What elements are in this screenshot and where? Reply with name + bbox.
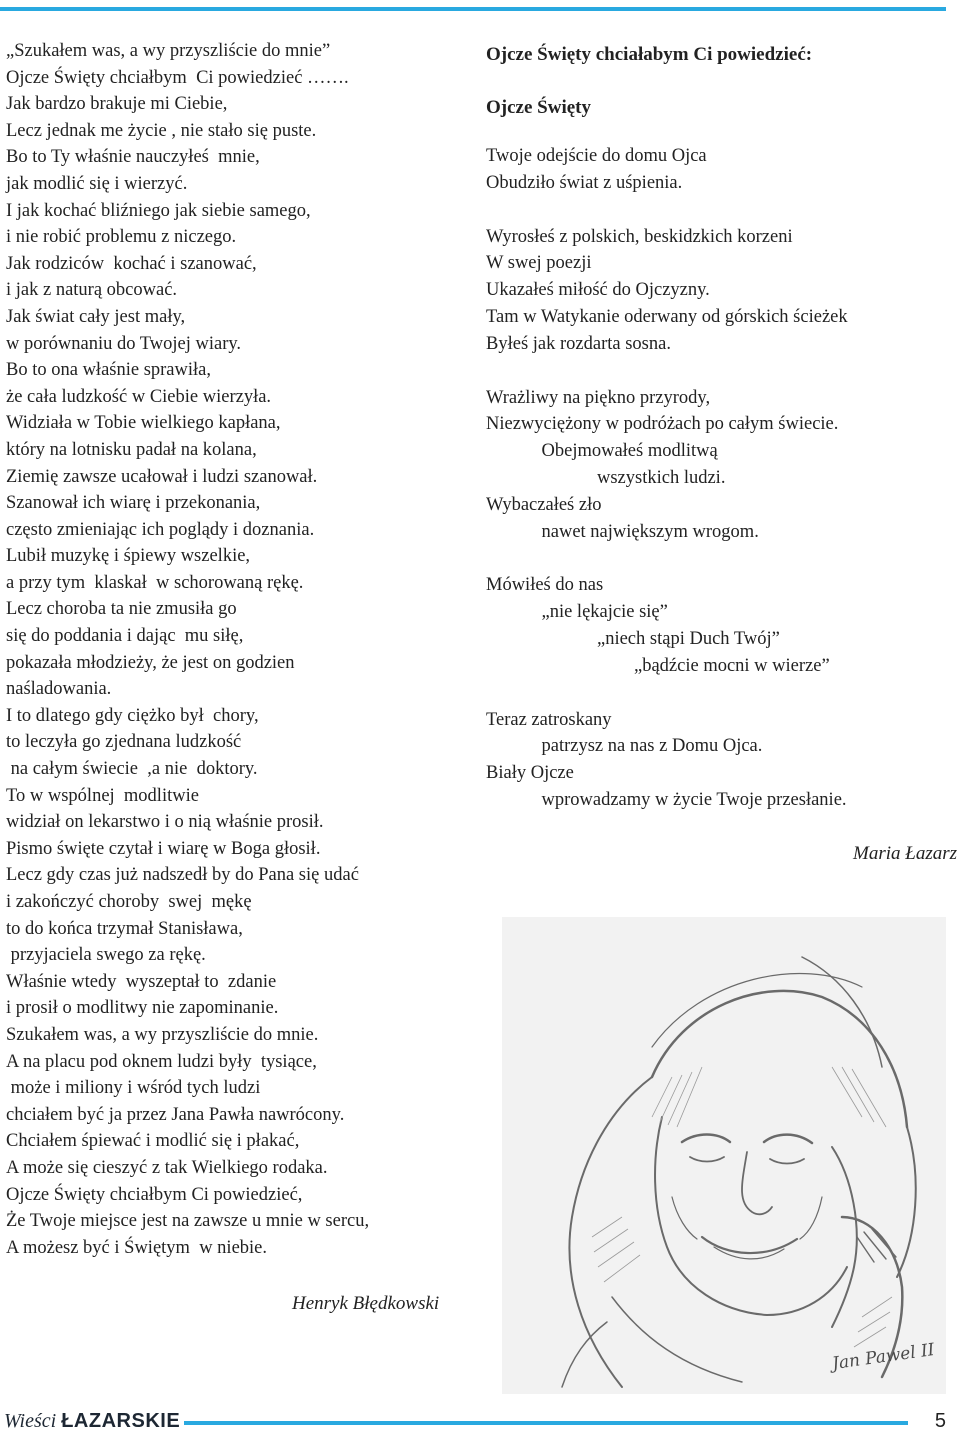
poem-line: W swej poezji bbox=[486, 253, 592, 274]
poem-line: Widziała w Tobie wielkiego kapłana, bbox=[6, 413, 281, 434]
right-poem-column bbox=[486, 42, 956, 814]
poem-line: naśladowania. bbox=[6, 679, 112, 700]
poem-line: Tam w Watykanie oderwany od górskich ścieżek bbox=[486, 306, 848, 327]
poem-line: to leczyła go zjednana ludzkość bbox=[6, 732, 242, 753]
poem-line: Jak rodziców kochać i szanować, bbox=[6, 253, 257, 274]
poem-line: To w wspólnej modlitwie bbox=[6, 785, 199, 806]
poem-line: Jak świat cały jest mały, bbox=[6, 306, 186, 327]
poem-line: I jak kochać bliźniego jak siebie samego, bbox=[6, 200, 311, 221]
poem-line: Bo to Ty właśnie nauczyłeś mnie, bbox=[6, 147, 260, 168]
left-poem-author: Henryk Błędkowski bbox=[292, 1293, 440, 1314]
footer-rule bbox=[184, 1421, 908, 1425]
poem-line: a przy tym klaskał w schorowaną rękę. bbox=[6, 572, 304, 593]
poem-line: Ojcze Święty chciałbym Ci powiedzieć ……. bbox=[6, 67, 349, 88]
poem-line: Byłeś jak rozdarta sosna. bbox=[486, 333, 671, 354]
portrait-signature: Jan Pawel II bbox=[830, 1339, 936, 1375]
poem-line: jak modlić się i wierzyć. bbox=[6, 173, 188, 194]
poem-line: nawet największym wrogom. bbox=[486, 521, 759, 542]
poem-line: Biały Ojcze bbox=[486, 763, 574, 784]
poem-line: Mówiłeś do nas bbox=[486, 575, 604, 596]
poem-line: że cała ludzkość w Ciebie wierzyła. bbox=[6, 386, 272, 407]
poem-line: Wyrosłeś z polskich, beskidzkich korzeni bbox=[486, 226, 793, 247]
poem-line: Ojcze Święty chciałbym Ci powiedzieć, bbox=[6, 1184, 303, 1205]
poem-line: Szukałem was, a wy przyszliście do mnie. bbox=[6, 1024, 319, 1045]
poem-line: przyjaciela swego za rękę. bbox=[6, 945, 206, 966]
poem-line: który na lotnisku padał na kolana, bbox=[6, 439, 257, 460]
poem-line: Ukazałeś miłość do Ojczyzny. bbox=[486, 280, 710, 301]
poem-line: „nie lękajcie się” bbox=[486, 602, 668, 623]
poem-line: A na placu pod oknem ludzi były tysiące, bbox=[6, 1051, 317, 1072]
top-accent-rule bbox=[0, 7, 946, 11]
poem-line: Lecz gdy czas już nadszedł by do Pana się udać bbox=[6, 865, 359, 886]
poem-line: w porównaniu do Twojej wiary. bbox=[6, 333, 242, 354]
poem-line: A możesz być i Świętym w niebie. bbox=[6, 1237, 268, 1258]
poem-line: Niezwyciężony w podróżach po całym świecie. bbox=[486, 414, 839, 435]
right-poem-author: Maria Łazarz bbox=[853, 843, 957, 864]
poem-line: Lubił muzykę i śpiewy wszelkie, bbox=[6, 546, 251, 567]
right-poem-body bbox=[486, 143, 956, 814]
poem-line: i prosił o modlitwy nie zapominanie. bbox=[6, 998, 279, 1019]
poem-line: patrzysz na nas z Domu Ojca. bbox=[486, 736, 763, 757]
poem-line: „Szukałem was, a wy przyszliście do mnie” bbox=[6, 41, 331, 61]
poem-line: Właśnie wtedy wyszeptał to zdanie bbox=[6, 971, 277, 992]
poem-line: Bo to ona właśnie sprawiła, bbox=[6, 360, 211, 381]
poem-line: Twoje odejście do domu Ojca bbox=[486, 146, 707, 166]
logo-script: Wieści bbox=[4, 1410, 57, 1432]
poem-line: „bądźcie mocni w wierze” bbox=[486, 655, 830, 676]
poem-line: Obudziło świat z uśpienia. bbox=[486, 172, 683, 193]
right-poem-subtitle: Ojcze Święty bbox=[486, 97, 591, 118]
poem-line: Ziemię zawsze ucałował i ludzi szanował. bbox=[6, 466, 318, 487]
poem-line: chciałem być ja przez Jana Pawła nawrócony. bbox=[6, 1104, 345, 1125]
page-number: 5 bbox=[934, 1410, 946, 1432]
poem-line: Wrażliwy na piękno przyrody, bbox=[486, 387, 711, 408]
poem-line: i nie robić problemu z niczego. bbox=[6, 227, 237, 248]
poem-line: Obejmowałeś modlitwą bbox=[486, 441, 718, 462]
publication-logo bbox=[4, 1410, 180, 1432]
logo-main: ŁAZARSKIE bbox=[61, 1410, 181, 1432]
poem-line: Szanował ich wiarę i przekonania, bbox=[6, 493, 261, 514]
poem-line: często zmieniając ich poglądy i doznania. bbox=[6, 519, 315, 540]
poem-line: pokazała młodzieży, że jest on godzien bbox=[6, 652, 295, 673]
poem-line: widział on lekarstwo i o nią właśnie prosił. bbox=[6, 812, 324, 833]
right-poem-title: Ojcze Święty chciałabym Ci powiedzieć: bbox=[486, 44, 813, 65]
page-footer bbox=[0, 1408, 960, 1438]
portrait-sketch bbox=[502, 917, 946, 1394]
poem-line: Lecz choroba ta nie zmusiła go bbox=[6, 599, 237, 620]
poem-line: Lecz jednak me życie , nie stało się puste. bbox=[6, 120, 317, 141]
portrait-drawing bbox=[502, 917, 946, 1394]
poem-line: A może się cieszyć z tak Wielkiego rodaka. bbox=[6, 1157, 328, 1178]
poem-line: to do końca trzymał Stanisława, bbox=[6, 918, 243, 939]
poem-line: Wybaczałeś zło bbox=[486, 494, 602, 515]
poem-line: może i miliony i wśród tych ludzi bbox=[6, 1078, 261, 1099]
poem-line: wszystkich ludzi. bbox=[486, 467, 726, 488]
poem-line: Teraz zatroskany bbox=[486, 709, 612, 730]
poem-line: i zakończyć choroby swej mękę bbox=[6, 892, 252, 912]
poem-line: Jak bardzo brakuje mi Ciebie, bbox=[6, 94, 228, 115]
poem-line: Że Twoje miejsce jest na zawsze u mnie w sercu, bbox=[6, 1211, 370, 1232]
left-poem bbox=[6, 38, 456, 1261]
poem-line: Chciałem śpiewać i modlić się i płakać, bbox=[6, 1131, 300, 1152]
poem-line: wprowadzamy w życie Twoje przesłanie. bbox=[486, 789, 847, 810]
poem-line: się do poddania i dając mu siłę, bbox=[6, 626, 244, 647]
poem-line: „niech stąpi Duch Twój” bbox=[486, 628, 780, 649]
poem-line: i jak z naturą obcować. bbox=[6, 280, 178, 301]
poem-line: I to dlatego gdy ciężko był chory, bbox=[6, 705, 259, 726]
poem-line: Pismo święte czytał i wiarę w Boga głosił. bbox=[6, 838, 321, 859]
poem-line: na całym świecie ,a nie doktory. bbox=[6, 759, 258, 780]
